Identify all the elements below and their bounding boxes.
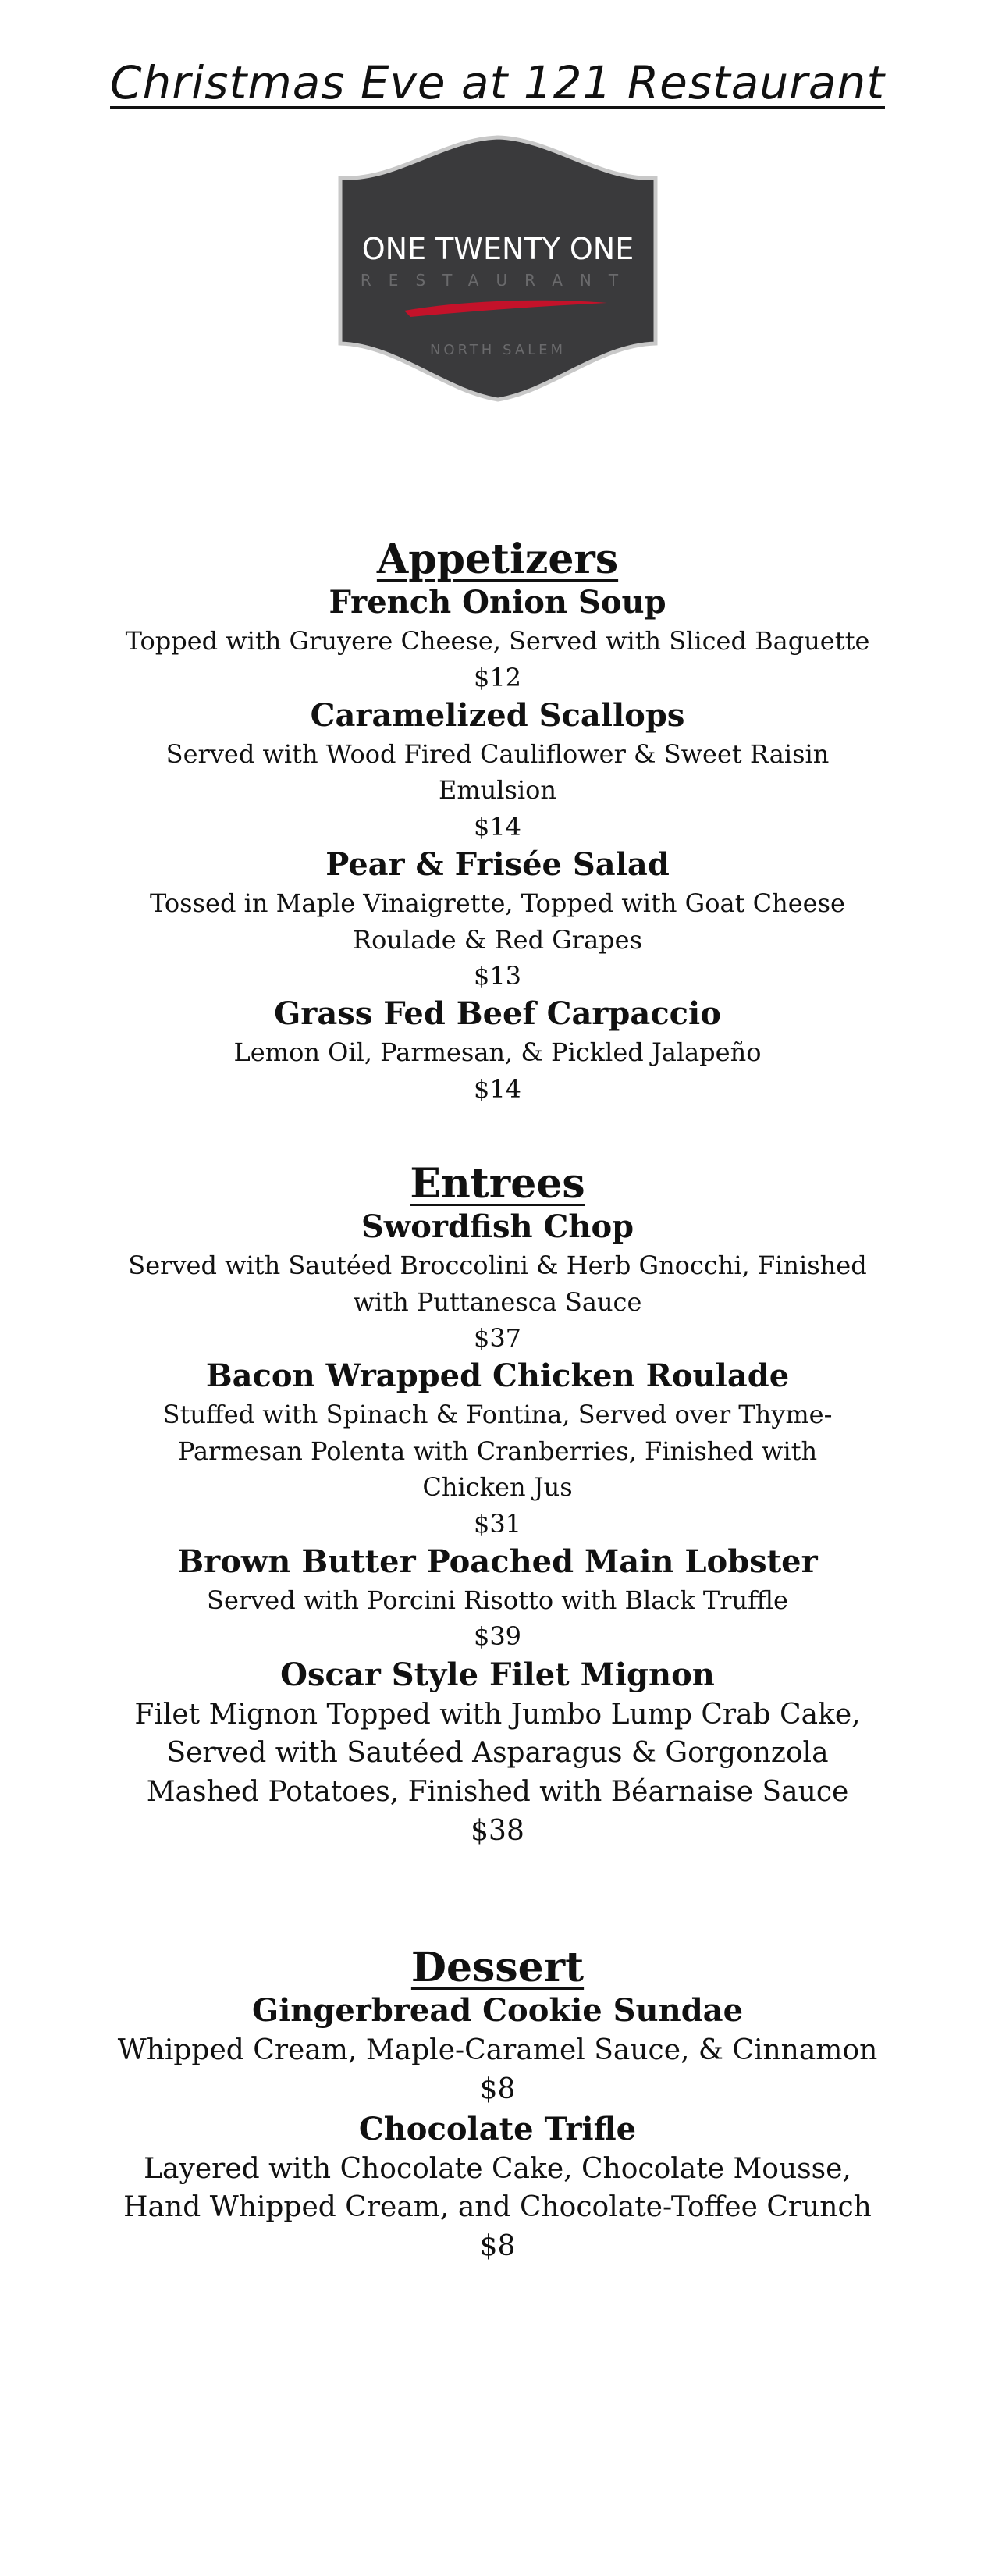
- logo-line1: ONE TWENTY ONE: [361, 232, 634, 266]
- menu-item: [0, 994, 995, 1107]
- item-price: $38: [471, 1814, 524, 1847]
- item-name: Pear & Frisée Salad: [325, 846, 670, 884]
- item-name: Bacon Wrapped Chicken Roulade: [205, 1357, 790, 1395]
- entrees-section: [0, 1162, 995, 1850]
- section-heading-appetizers: Appetizers: [376, 535, 619, 583]
- item-price: $31: [473, 1508, 522, 1539]
- item-description: Served with Porcini Risotto with Black Truffle: [207, 1585, 788, 1615]
- menu-item: [0, 582, 995, 696]
- item-description: Topped with Gruyere Cheese, Served with Sliced Baguette: [125, 626, 870, 656]
- item-name: Caramelized Scallops: [310, 697, 685, 735]
- item-description: Layered with Chocolate Cake, Chocolate Mousse, Hand Whipped Cream, and Chocolate-Toffee Crunch: [123, 2152, 872, 2224]
- item-name: French Onion Soup: [329, 584, 666, 621]
- section-heading-dessert: Dessert: [410, 1944, 585, 1991]
- item-description: Tossed in Maple Vinaigrette, Topped with Goat Cheese Roulade & Red Grapes: [150, 888, 845, 955]
- page-title: Christmas Eve at 121 Restaurant: [110, 56, 885, 109]
- dessert-section: [0, 1945, 995, 2266]
- item-price: $37: [473, 1323, 522, 1354]
- menu-item: [0, 1356, 995, 1542]
- item-description: Served with Wood Fired Cauliflower & Sweet Raisin Emulsion: [165, 739, 830, 806]
- item-name: Oscar Style Filet Mignon: [280, 1656, 715, 1693]
- item-description: Lemon Oil, Parmesan, & Pickled Jalapeño: [233, 1037, 762, 1068]
- item-name: Grass Fed Beef Carpaccio: [274, 995, 721, 1033]
- menu-item: [0, 1655, 995, 1851]
- item-price: $39: [473, 1621, 522, 1652]
- item-price: $14: [473, 1073, 522, 1104]
- item-name: Brown Butter Poached Main Lobster: [177, 1542, 818, 1580]
- menu-item: [0, 1207, 995, 1356]
- item-name: Swordfish Chop: [361, 1208, 634, 1246]
- item-name: Chocolate Trifle: [358, 2110, 637, 2147]
- logo-line2: RESTAURANT: [360, 271, 636, 290]
- item-price: $8: [479, 2229, 516, 2262]
- item-price: $13: [473, 960, 522, 991]
- menu-item: [0, 696, 995, 845]
- item-price: $12: [473, 662, 522, 692]
- menu-item: [0, 2109, 995, 2266]
- item-price: $14: [473, 811, 522, 841]
- item-description: Stuffed with Spinach & Fontina, Served over Thyme-Parmesan Polenta with Cranberries, Finished with Chicken Jus: [162, 1400, 833, 1503]
- menu-item: [0, 1991, 995, 2108]
- item-description: Whipped Cream, Maple-Caramel Sauce, & Cinnamon: [117, 2034, 878, 2067]
- menu-item: [0, 1542, 995, 1655]
- logo-line3: NORTH SALEM: [429, 342, 567, 358]
- appetizers-section: [0, 537, 995, 1107]
- restaurant-logo: [334, 133, 662, 406]
- item-description: Served with Sautéed Broccolini & Herb Gnocchi, Finished with Puttanesca Sauce: [128, 1251, 867, 1317]
- menu-item: [0, 845, 995, 994]
- item-description: Filet Mignon Topped with Jumbo Lump Crab Cake, Served with Sautéed Asparagus & Gorgonzola Mashed Potatoes, Finished with Béarnaise Sauce: [134, 1698, 861, 1809]
- item-price: $8: [479, 2073, 516, 2105]
- item-name: Gingerbread Cookie Sundae: [251, 1992, 744, 2030]
- section-heading-entrees: Entrees: [410, 1160, 585, 1208]
